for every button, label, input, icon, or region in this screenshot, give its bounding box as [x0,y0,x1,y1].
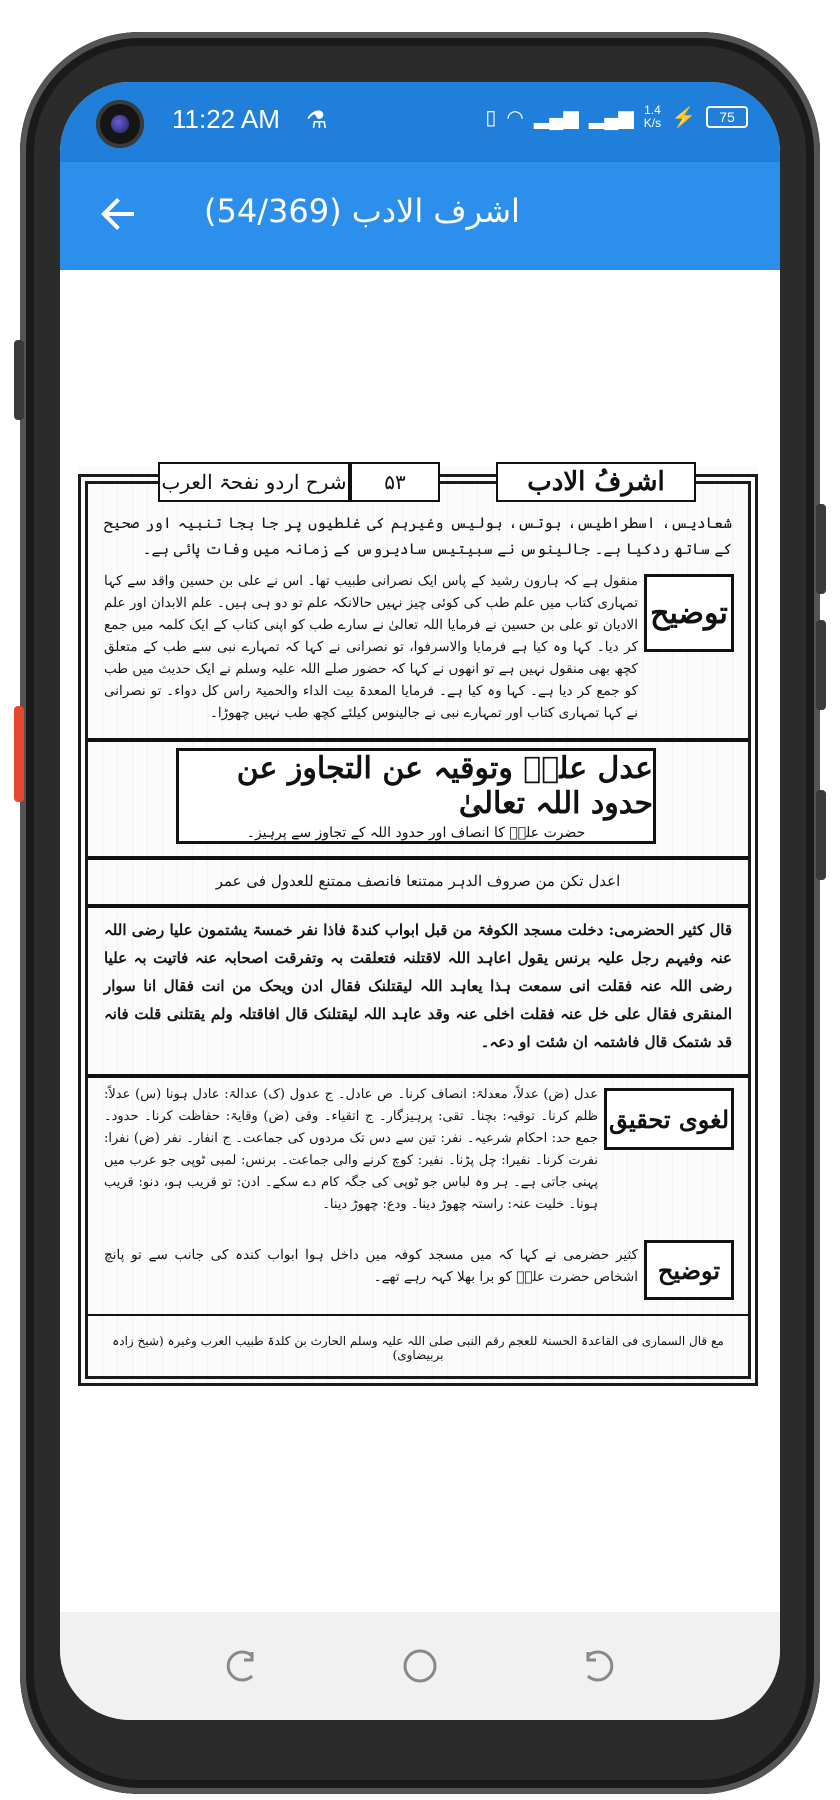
front-camera [96,100,144,148]
arrow-left-icon[interactable] [94,190,142,238]
page-title: اشرف الادب (54/369) [204,192,520,230]
status-bar [60,82,780,162]
footer-note: مع قال السماری فی القاعدۃ الحسنۃ للعجم رقم النبی صلی اللہ علیہ وسلم الحارث بن کلدۃ طبیب العرب وغیرہ (شیخ زادہ بربیضاوی) [112,1334,724,1362]
header-page-number: ۵۳ [350,462,440,502]
battery-icon: 75 [706,106,748,128]
navigation-bar [60,1612,780,1720]
header-series: شرح اردو نفحۃ العرب [158,462,350,502]
side-button-right-1 [816,504,826,594]
side-button-right-3 [816,790,826,880]
divider-1 [88,738,748,742]
scanned-page [78,466,758,1386]
chapter-heading-main: عدل علیؓ وتوقیہ عن التجاوز عن حدود اللہ تعالیٰ [236,751,653,821]
phone-screen [60,82,780,1720]
verse-line: اعدل تکن من صروف الدہر ممتنعا فانصف ممتنع للعدول فی عمر [215,872,621,890]
label-tawzeeh-2: توضیح [644,1240,734,1300]
arabic-text: قال کثیر الحضرمی: دخلت مسجد الکوفۃ من قبل ابواب کندۃ فاذا نفر خمسۃ یشتمون علیا رضی اللہ عنہ وفیہم رجل علیہ برنس یقول اعاہد اللہ لاقتلنہ فتعلقت بہ وتفرقت اصحابہ عنہ فاتیت بہ علیا رضی اللہ عنہ فقلت انی سمعت ہذا یعاہد اللہ لیقتلنک فقال ادن ویحک من انت فقال انا سوار المنقری فقال علی خل عنہ فقلت اخلی عنہ وقد عاہد اللہ لیقتلنک قال افاقتلہ ولم یقتلنی قلت فانہ قد شتمک قال فاشتمہ ان شئت او دعہ۔ [104,921,732,1051]
status-icons [485,104,748,130]
divider-3 [88,904,748,908]
app-bar [60,162,780,270]
home-circle-icon[interactable] [396,1642,444,1690]
intro-text: شعادیس، اسطراطیس، بوتس، بولیس وغیرہم کی غلطیوں پر جا بجا تنبیہ اور صحیح کے ساتھ ردکیا ہے۔ جالینوس نے سبیتیس سادیروس کے زمانہ میں وفات پائی ہے۔ [104,514,732,558]
side-button-right-2 [816,620,826,710]
tawzeeh-text-1: منقول ہے کہ ہارون رشید کے پاس ایک نصرانی طبیب تھا۔ اس نے علی بن حسین واقد سے کہا تمہاری کتاب میں علم طب کی کوئی چیز نہیں حالانکہ علم تو دو ہی ہیں۔ علم الابدان اور علم الادیان تو علی بن حسین نے فرمایا اللہ تعالیٰ نے سارے طب کو اپنی کتاب کے ایک کلمہ میں جمع کر دیا۔ کہا وہ کیا ہے فرمایا والاسرفوا، تو نصرانی نے کہا کہ تمہارے نبی سے طب کے متعلق کچھ بھی منقول نہیں ہے تو انھوں نے کہا کہ حضور صلے اللہ علیہ وسلم نے ایک حدیث میں طب کو جمع کر دیا ہے۔ کہا وہ کیا ہے۔ فرمایا المعدۃ بیت الداء والحمیۃ راس کل دواء۔ تو نصرانی نے کہا تمہاری کتاب اور تمہارے نبی نے جالینوس کیلئے کچھ طب نہیں چھوڑا۔ [104,573,638,721]
page-border [78,467,758,1386]
signal-icon: ▂▄▆ [533,106,579,129]
label-tawzeeh-1: توضیح [644,574,734,652]
divider-5 [88,1314,748,1316]
pdf-viewer[interactable] [60,270,780,1486]
flask-icon: ⚗ [306,106,328,134]
charging-icon: ⚡ [671,106,696,129]
divider-4 [88,1074,748,1078]
chapter-heading-sub: حضرت علیؓ کا انصاف اور حدود اللہ کے تجاوز سے پرہیز۔ [246,825,586,841]
net-speed: 1.4 K/s [643,103,662,130]
recents-icon[interactable] [218,1642,266,1690]
tawzeeh-text-2: کثیر حضرمی نے کہا کہ میں مسجد کوفہ میں داخل ہوا ابواب کندہ کی جانب سے تو پانچ اشخاص حضرت علیؓ کو برا بھلا کہہ رہے تھے۔ [104,1247,638,1285]
status-time: 11:22 AM [172,104,280,134]
side-button-left-top [14,340,24,420]
vibrate-icon: ▯ [485,106,497,129]
back-nav-icon[interactable] [574,1642,622,1690]
label-lughawi: لغوی تحقیق [604,1088,734,1150]
side-button-left-red [14,706,24,802]
wifi-icon: ◠ [506,106,524,129]
header-book-name: اشرفُ الادب [496,462,696,502]
signal-2-icon: ▂▄▆ [588,106,634,129]
divider-2 [88,856,748,860]
lughawi-text: عدل (ض) عدلاً، معدلۃ: انصاف کرنا۔ ص عادل۔ ج عدول (ک) عدالۃ: عادل ہونا (س) عدلاً: ظلم کرنا۔ توقیہ: بچنا۔ تقی: پرہیزگار۔ ج اتقیاء۔ وقی (ض) وقایۃ: حفاظت کرنا۔ حدود۔ جمع حد: احکام شرعیہ۔ نفر: تین سے دس تک مردوں کی جماعت۔ ج انفار۔ نفر (ض) نفرا: نفرت کرنا۔ نفیرا: چل پڑنا۔ نفیر: کوچ کرنے والی جماعت۔ برنس: لمبی ٹوپی جو عرب میں پہنی جاتی ہے۔ ہر وہ لباس جو ٹوپی کی جگہ کام دے سکے۔ ادن: تو قریب ہو، دنو: قریب ہونا۔ خلیت عنہ: راستہ چھوڑ دینا۔ ودع: چھوڑ دینا۔ [104,1087,598,1212]
chapter-heading [176,748,656,844]
